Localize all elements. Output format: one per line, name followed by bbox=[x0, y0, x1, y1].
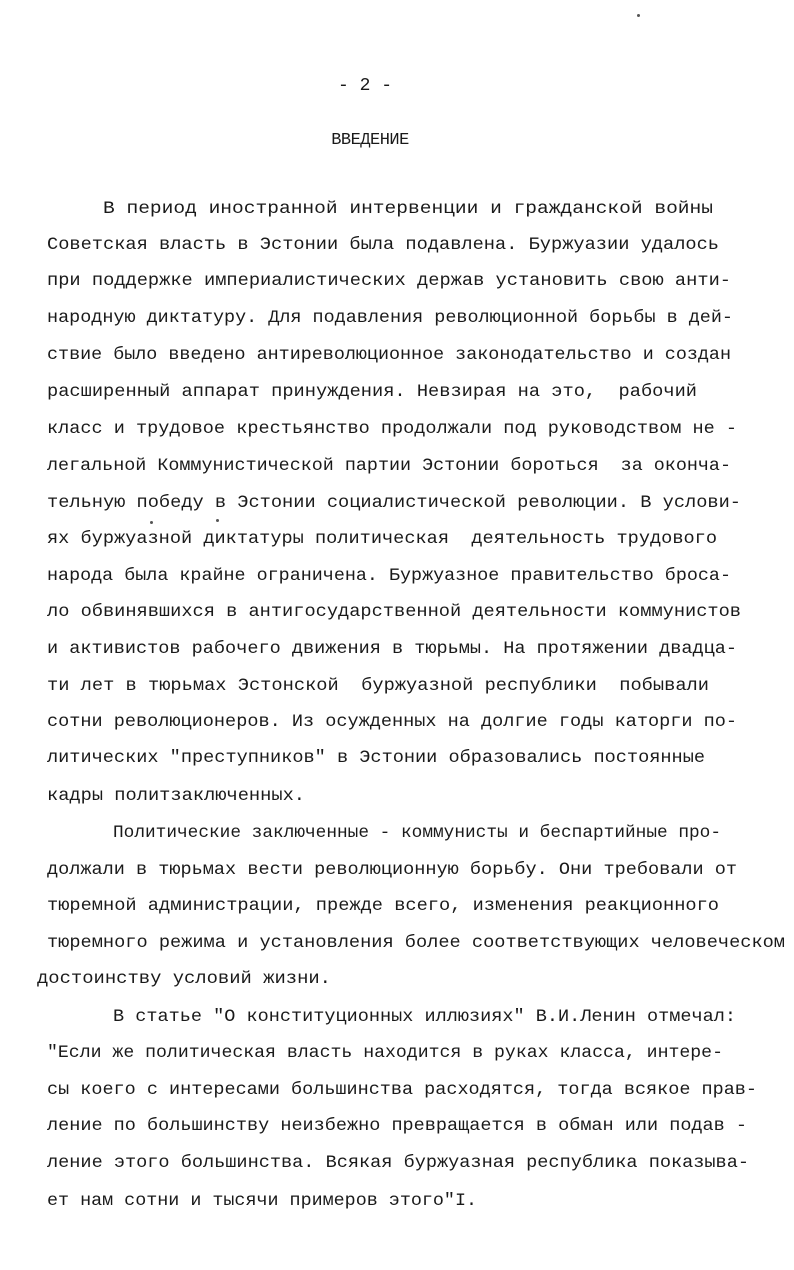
text-line: и активистов рабочего движения в тюрьмы. На протяжении двадца- bbox=[47, 640, 737, 659]
text-line: ет нам сотни и тысячи примеров этого"I. bbox=[47, 1192, 477, 1211]
text-line: тельную победу в Эстонии социалистической революции. В услови- bbox=[47, 494, 742, 513]
text-line: должали в тюрьмах вести революционную борьбу. Они требовали от bbox=[47, 861, 737, 880]
text-line: народную диктатуру. Для подавления революционной борьбы в дей- bbox=[47, 309, 733, 328]
text-line: сы коего с интересами большинства расходятся, тогда всякое прав- bbox=[47, 1081, 757, 1100]
text-line: легальной Коммунистической партии Эстонии бороться за оконча- bbox=[47, 457, 731, 476]
text-line: В статье "О конституционных иллюзиях" В.И.Ленин отмечал: bbox=[113, 1008, 736, 1027]
text-line: В период иностранной интервенции и гражданской войны bbox=[103, 200, 713, 219]
text-line: достоинству условий жизни. bbox=[37, 970, 331, 989]
text-line: Политические заключенные - коммунисты и беспартийные про- bbox=[113, 824, 721, 843]
ink-speck bbox=[637, 14, 640, 17]
text-line: расширенный аппарат принуждения. Невзирая на это, рабочий bbox=[47, 383, 697, 402]
text-line: ление по большинству неизбежно превращается в обман или подав - bbox=[47, 1117, 747, 1136]
text-line: Советская власть в Эстонии была подавлена. Буржуазии удалось bbox=[47, 236, 720, 255]
text-line: ти лет в тюрьмах Эстонской буржуазной республики побывали bbox=[47, 677, 709, 696]
text-line: при поддержке империалистических держав установить свою анти- bbox=[47, 272, 731, 291]
text-line: ло обвинявшихся в антигосударственной деятельности коммунистов bbox=[47, 603, 742, 622]
text-line: тюремного режима и установления более соответствующих человеческом bbox=[47, 934, 785, 953]
text-line: кадры политзаключенных. bbox=[47, 787, 305, 806]
text-line: ление этого большинства. Всякая буржуазная республика показыва- bbox=[47, 1154, 749, 1173]
text-line: тюремной администрации, прежде всего, изменения реакционного bbox=[47, 897, 720, 916]
text-line: народа была крайне ограничена. Буржуазное правительство броса- bbox=[47, 567, 731, 586]
text-line: "Если же политическая власть находится в руках класса, интере- bbox=[47, 1044, 723, 1063]
text-line: ях буржуазной диктатуры политическая деятельность трудового bbox=[47, 530, 717, 549]
section-heading: ВВЕДЕНИЕ bbox=[331, 131, 409, 150]
ink-speck bbox=[150, 521, 153, 524]
text-line: сотни революционеров. Из осужденных на долгие годы каторги по- bbox=[47, 713, 737, 732]
text-line: класс и трудовое крестьянство продолжали под руководством не - bbox=[47, 420, 737, 439]
text-line: ствие было введено антиреволюционное законодательство и создан bbox=[47, 346, 731, 365]
ink-speck bbox=[216, 519, 219, 522]
text-line: литических "преступников" в Эстонии образовались постоянные bbox=[47, 749, 705, 768]
page-number: - 2 - bbox=[337, 76, 392, 96]
